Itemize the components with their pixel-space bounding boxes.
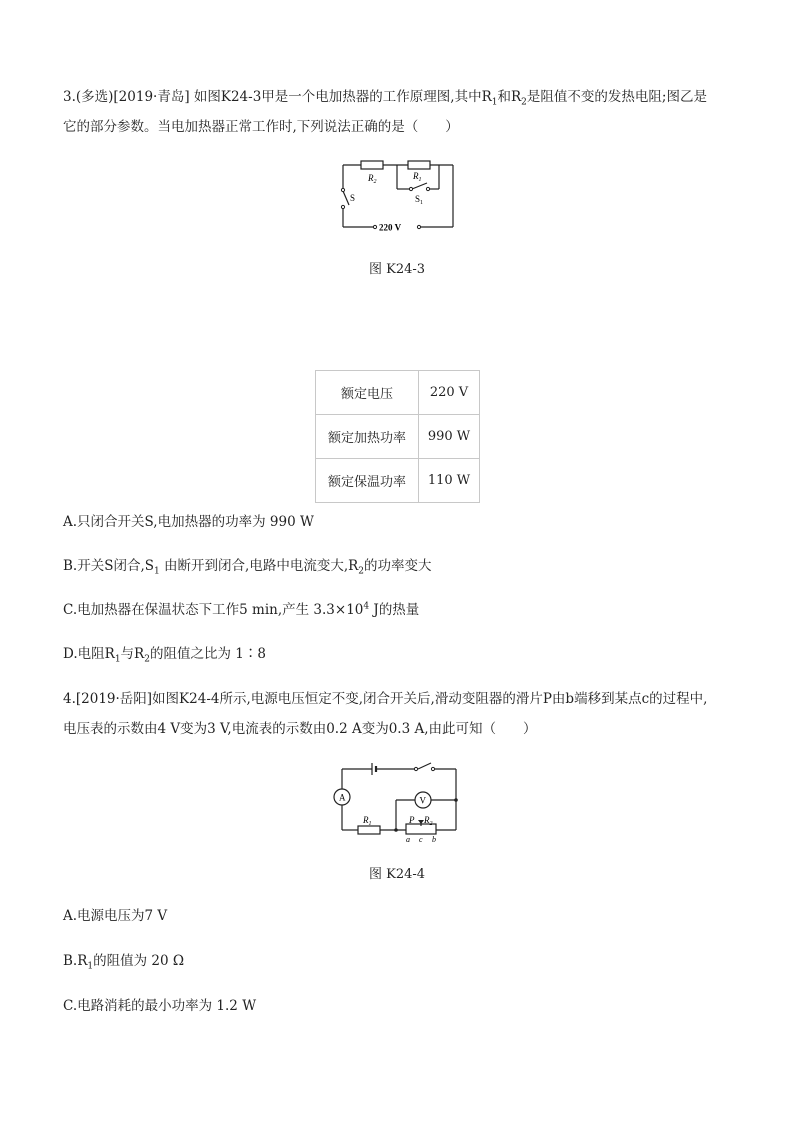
label-p: P	[409, 815, 415, 825]
label-r1: $R_1$	[413, 171, 422, 183]
q3-option-c: C.电加热器在保温状态下工作5 min,产生 $3.3\times 10^4$ J的热量	[63, 601, 420, 618]
voltmeter-label: V	[419, 795, 426, 806]
figure-caption-k24-3: 图 K24-3	[369, 262, 426, 277]
parameter-name: 额定加热功率	[316, 415, 419, 459]
circuit-diagram-k24-4	[330, 760, 465, 845]
parameter-value: 110 W	[419, 459, 480, 503]
circuit-diagram-k24-3	[335, 155, 465, 235]
parameter-row	[316, 371, 480, 415]
label-switch-s1: $S_1$	[415, 194, 424, 206]
label-b: b	[432, 835, 436, 844]
ammeter-label: A	[339, 792, 346, 803]
label-r1: $R_1$	[363, 815, 372, 827]
label-voltage: 220 V	[379, 222, 402, 233]
parameter-value: 990 W	[419, 415, 480, 459]
parameter-name: 额定保温功率	[316, 459, 419, 503]
q4-option-a: A.电源电压为7 V	[63, 908, 168, 924]
parameter-value: 220 V	[419, 371, 480, 415]
q4-option-b: $B.R_1$的阻值为 20 Ω	[63, 953, 185, 972]
q3-stem-line1: 3.(多选)[2019·青岛] 如图K24-3甲是一个电加热器的工作原理图,其中$R_1$和$R_2$是阻值不变的发热电阻;图乙是	[63, 89, 707, 108]
q4-option-c: C.电路消耗的最小功率为 1.2 W	[63, 998, 257, 1014]
label-r2: $R_2$	[424, 815, 433, 827]
q3-option-a: A.只闭合开关S,电加热器的功率为 990 W	[63, 514, 314, 530]
q4-stem-line2: 电压表的示数由4 V变为3 V,电流表的示数由0.2 A变为0.3 A,由此可知（ ）	[63, 721, 537, 737]
parameter-row	[316, 415, 480, 459]
parameter-row	[316, 459, 480, 503]
q3-option-b: B.开关S闭合$,S_1$ 由断开到闭合,电路中电流变大$,R_2$的功率变大	[63, 558, 432, 577]
label-switch-s: S	[350, 193, 356, 203]
q3-option-d: D.电阻$R_1$与$R_2$的阻值之比为 1∶8	[63, 646, 266, 665]
q3-stem-line2: 它的部分参数。当电加热器正常工作时,下列说法正确的是（ ）	[63, 119, 459, 135]
label-r2: $R_2$	[368, 173, 377, 185]
parameter-table	[315, 370, 480, 503]
q4-stem-line1: 4.[2019·岳阳]如图K24-4所示,电源电压恒定不变,闭合开关后,滑动变阻器的滑片P由b端移到某点c的过程中,	[63, 691, 708, 707]
label-a: a	[406, 835, 410, 844]
parameter-name: 额定电压	[316, 371, 419, 415]
label-c: c	[419, 835, 423, 844]
figure-caption-k24-4: 图 K24-4	[369, 867, 426, 882]
